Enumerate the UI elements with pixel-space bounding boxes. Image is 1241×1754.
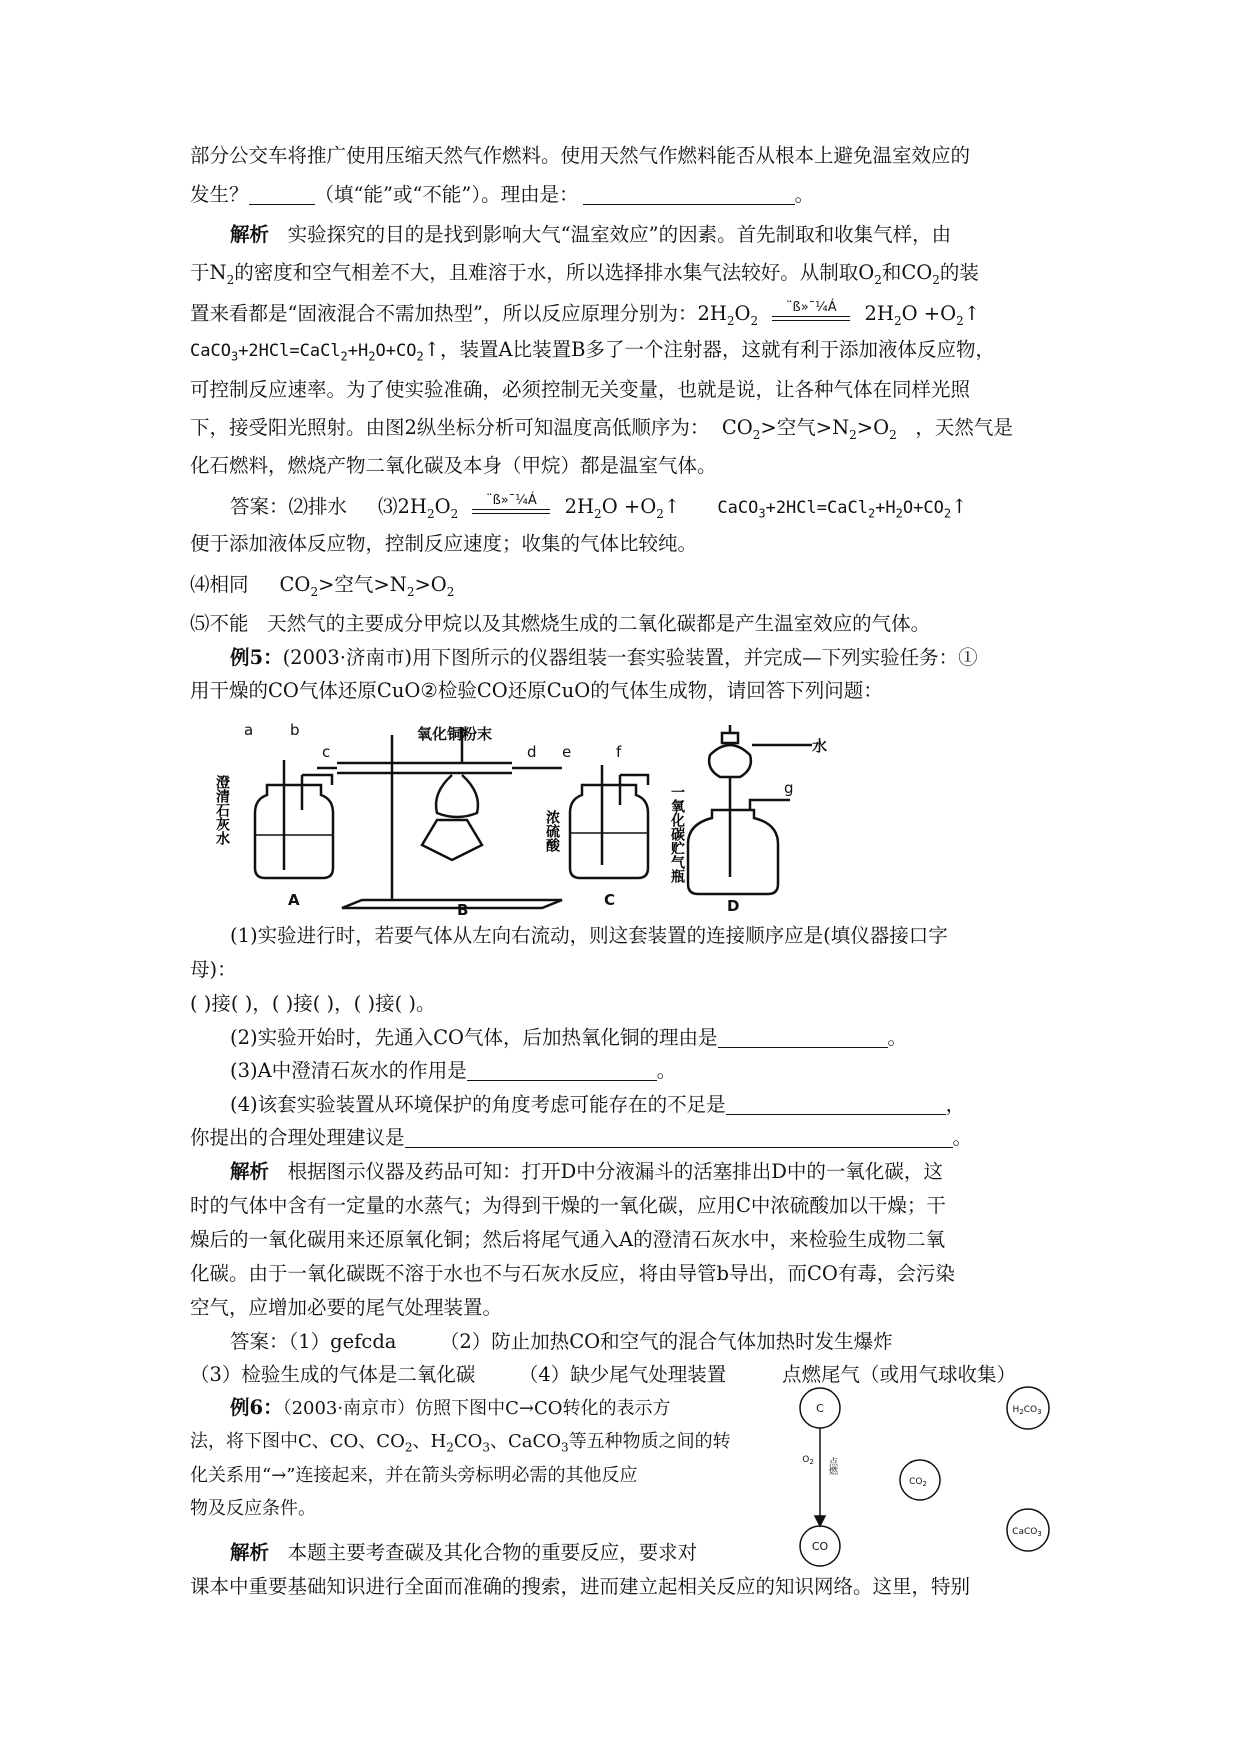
text-line: 化碳。由于一氧化碳既不溶于水也不与石灰水反应，将由导管b导出，而CO有毒，会污染 [190,1262,955,1285]
text-line: 燥后的一氧化碳用来还原氧化铜；然后将尾气通入A的澄清石灰水中，来检验生成物二氧 [190,1228,946,1251]
port-c: c [322,743,331,761]
text-line: 时的气体中含有一定量的水蒸气；为得到干燥的一氧化碳，应用C中浓硫酸加以干燥；干 [190,1194,946,1217]
text-line: $CaCO_3+2HCl=CaCl_2+H_2O+CO_2↑$，装置A比装置B多了一个注射器，这就有利于添加液体反应物， [190,338,995,364]
answer-blank [405,1127,953,1148]
text-line: 下，接受阳光照射。由图2纵坐标分析可知温度高低顺序为： $CO_2>$空气$>N_2>O_2$ ，天然气是 [190,416,1013,442]
answer-blank [583,184,795,205]
port-d: d [527,743,537,761]
label-co: CO [811,1540,829,1553]
text-line: 解析 实验探究的目的是找到影响大气“温室效应”的因素。首先制取和收集气样，由 [230,223,952,246]
carbon-conversion-diagram [790,1378,1080,1588]
label-d: D [727,897,740,915]
text-line: 于$N_2$的密度和空气相差不大，且难溶于水，所以选择排水集气法较好。从制取$O_2$和$CO_2$的装 [190,261,979,287]
text-line: 解析 根据图示仪器及药品可知：打开D中分液漏斗的活塞排出D中的一氧化碳，这 [230,1160,943,1183]
stand-b [317,727,562,908]
text-line: 母)： [190,958,237,981]
answer-line: 答案：⑵排水 $⑶2H_2O_2$ ¨ß»¯¼Á $2H_2O$ $+O_2↑$ $CaCO_3+2HCl=CaCl_2+H_2O+CO_2↑$ [230,493,968,521]
port-e: e [562,743,572,761]
text-line: 空气，应增加必要的尾气处理装置。 [190,1296,503,1319]
port-g: g [784,779,794,797]
text-line: ( )接( )，( )接( )，( )接( )。 [190,992,436,1015]
label-c: C [816,1402,824,1415]
text-line: 用干燥的CO气体还原CuO②检验CO还原CuO的气体生成物，请回答下列问题： [190,679,883,702]
answer-line: 答案：（1）gefcda （2）防止加热CO和空气的混合气体加热时发生爆炸 [230,1330,893,1353]
label-acid: 浓硫酸 [544,810,560,852]
edge-label-o2: $O_2$ [802,1455,814,1466]
label-co-bottle: 一氧化碳贮气瓶 [669,785,685,883]
label-limewater: 澄清石灰水 [214,775,230,845]
text-line: 化关系用“→”连接起来，并在箭头旁标明必需的其他反应 [190,1465,638,1486]
text-line: 部分公交车将推广使用压缩天然气作燃料。使用天然气作燃料能否从根本上避免温室效应的 [190,144,971,167]
text-line: 你提出的合理处理建议是 。 [190,1126,973,1149]
equation-line: 置来看都是“固液混合不需加热型”，所以反应原理分别为：$2H_2O_2$ ¨ß»¯¼Á $2H_2O$ $+O_2↑$ [190,300,981,328]
answer-blank [726,1094,946,1115]
text-line: (2)实验开始时，先通入CO气体，后加热氧化铜的理由是 。 [230,1026,908,1049]
bottle-d [688,725,812,894]
text-line: 物及反应条件。 [190,1498,316,1519]
text-line: 例5：(2003·济南市)用下图所示的仪器组装一套实验装置，并完成—下列实验任务：① [230,646,978,669]
bottle-a [255,760,333,878]
edge-label-ignite: 点燃 [827,1457,837,1475]
text-line: 可控制反应速率。为了使实验准确，必须控制无关变量，也就是说，让各种气体在同样光照 [190,378,971,401]
label-h2co3: $H_2CO_3$ [1012,1405,1042,1416]
text-line: 便于添加液体反应物，控制反应速度；收集的气体比较纯。 [190,532,698,555]
label-cuo: 氧化铜粉末 [417,725,493,743]
label-caco3: CaCO$_3$ [1012,1527,1042,1538]
text-line: 化石燃料，燃烧产物二氧化碳及本身（甲烷）都是温室气体。 [190,454,717,477]
apparatus-figure [214,715,862,919]
text-line: (4)该套实验装置从环境保护的角度考虑可能存在的不足是 ， [230,1093,966,1116]
reaction-arrow: ¨ß»¯¼Á [772,298,850,326]
reaction-arrow: ¨ß»¯¼Á [472,491,550,519]
text-line: 课本中重要基础知识进行全面而准确的搜索，进而建立起相关反应的知识网络。这里，特别 [190,1575,971,1598]
port-f: f [616,743,622,761]
text-line: (3)A中澄清石灰水的作用是 。 [230,1059,677,1082]
port-b: b [290,721,300,739]
text-line: ⑸不能 天然气的主要成分甲烷以及其燃烧生成的二氧化碳都是产生温室效应的气体。 [190,612,931,635]
label-c: C [604,891,616,909]
text-line: 解析 本题主要考查碳及其化合物的重要反应，要求对 [230,1541,698,1564]
answer-blank [467,1060,657,1081]
label-co2: $CO_2$ [909,1477,927,1488]
label-b: B [457,901,469,919]
text-line: 法，将下图中C、CO、$CO_2$、$H_2CO_3$、CaCO$_3$等五种物质之间的转 [190,1431,731,1455]
answer-blank [718,1027,888,1048]
label-water: 水 [812,737,828,755]
label-a: A [288,891,300,909]
text-line: 例6：（2003·南京市）仿照下图中C→CO转化的表示方 [230,1396,671,1419]
answer-line: （3）检验生成的气体是二氧化碳 （4）缺少尾气处理装置 点燃尾气（或用气球收集） [190,1363,1017,1386]
text-line: 发生？ （填“能”或“不能”）。理由是： 。 [190,183,815,206]
text-line: ⑷相同 $CO_2>$空气$>N_2>O_2$ [190,573,455,599]
answer-blank [249,184,315,205]
port-a: a [244,721,254,739]
bottle-c [570,765,648,878]
text-line: (1)实验进行时，若要气体从左向右流动，则这套装置的连接顺序应是(填仪器接口字 [230,924,948,947]
